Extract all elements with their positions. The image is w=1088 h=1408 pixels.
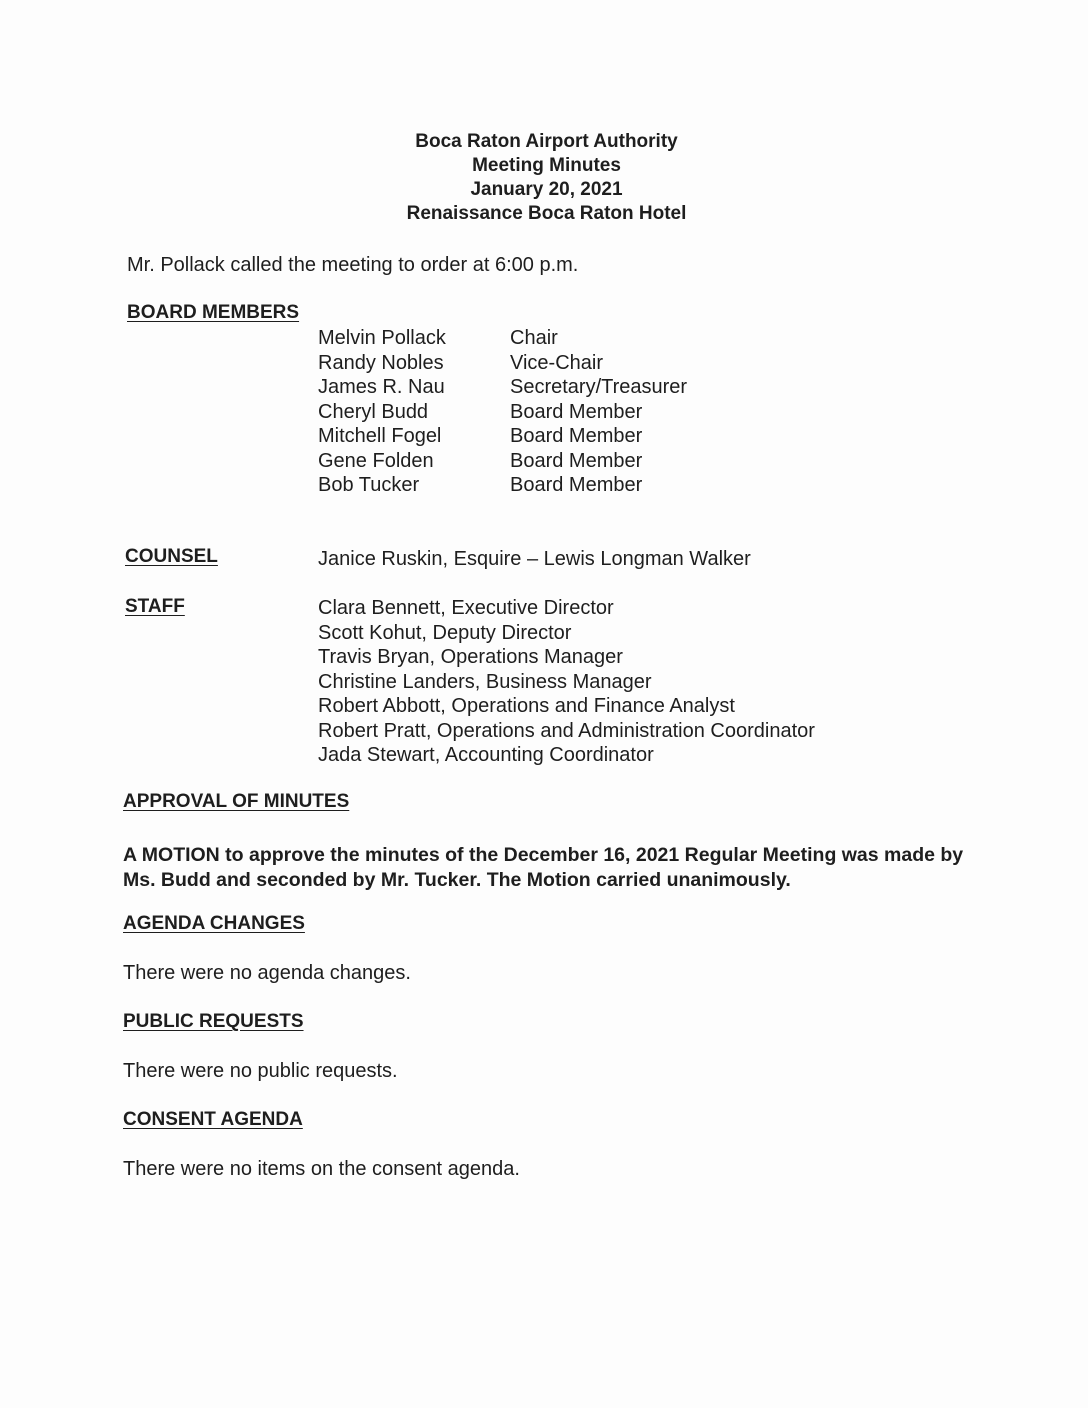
call-to-order-text: Mr. Pollack called the meeting to order at 6:00 p.m. (127, 254, 579, 276)
board-member-name: Mitchell Fogel (318, 425, 442, 447)
staff-member: Robert Abbott, Operations and Finance Analyst (318, 695, 735, 717)
board-member-role: Board Member (510, 425, 643, 447)
public-requests-heading: PUBLIC REQUESTS (123, 1011, 304, 1032)
board-member-name: Melvin Pollack (318, 327, 446, 349)
board-member-name: Bob Tucker (318, 474, 420, 496)
agenda-changes-text: There were no agenda changes. (123, 962, 411, 984)
counsel-heading: COUNSEL (125, 546, 218, 567)
public-requests-text: There were no public requests. (123, 1060, 398, 1082)
approval-motion: A MOTION to approve the minutes of the December 16, 2021 Regular Meeting was made by Ms. Budd and seconded by Mr. Tucker. The Motion carried unanimously. (123, 844, 964, 891)
doc-type-title: Meeting Minutes (472, 155, 621, 176)
agenda-changes-heading: AGENDA CHANGES (123, 913, 305, 934)
board-member-role: Secretary/Treasurer (510, 376, 688, 398)
board-member-name: Randy Nobles (318, 351, 444, 374)
board-members-heading: BOARD MEMBERS (127, 302, 300, 323)
board-member-name: Gene Folden (318, 449, 434, 472)
org-title: Boca Raton Airport Authority (415, 131, 678, 152)
board-member-name: Cheryl Budd (318, 400, 429, 423)
board-member-role: Board Member (510, 474, 643, 496)
staff-member: Clara Bennett, Executive Director (318, 597, 614, 619)
staff-member: Robert Pratt, Operations and Administration Coordinator (318, 719, 815, 742)
staff-heading: STAFF (125, 596, 185, 617)
staff-list (318, 596, 815, 768)
board-member-role: Chair (510, 327, 558, 349)
staff-member: Travis Bryan, Operations Manager (318, 646, 623, 668)
staff-member: Jada Stewart, Accounting Coordinator (318, 744, 654, 766)
consent-agenda-heading: CONSENT AGENDA (123, 1109, 303, 1130)
meeting-date: January 20, 2021 (470, 179, 623, 200)
approval-heading: APPROVAL OF MINUTES (123, 791, 350, 812)
board-member-name: James R. Nau (318, 376, 445, 398)
staff-member: Christine Landers, Business Manager (318, 670, 652, 693)
board-member-roles (510, 326, 687, 498)
meeting-location: Renaissance Boca Raton Hotel (406, 203, 687, 224)
document-header (0, 130, 1088, 226)
board-member-names (318, 326, 446, 498)
staff-member: Scott Kohut, Deputy Director (318, 621, 572, 644)
board-member-role: Vice-Chair (510, 351, 603, 374)
board-member-role: Board Member (510, 449, 643, 472)
consent-agenda-text: There were no items on the consent agenda. (123, 1158, 520, 1180)
board-member-role: Board Member (510, 400, 643, 423)
counsel-text: Janice Ruskin, Esquire – Lewis Longman Walker (318, 548, 751, 570)
